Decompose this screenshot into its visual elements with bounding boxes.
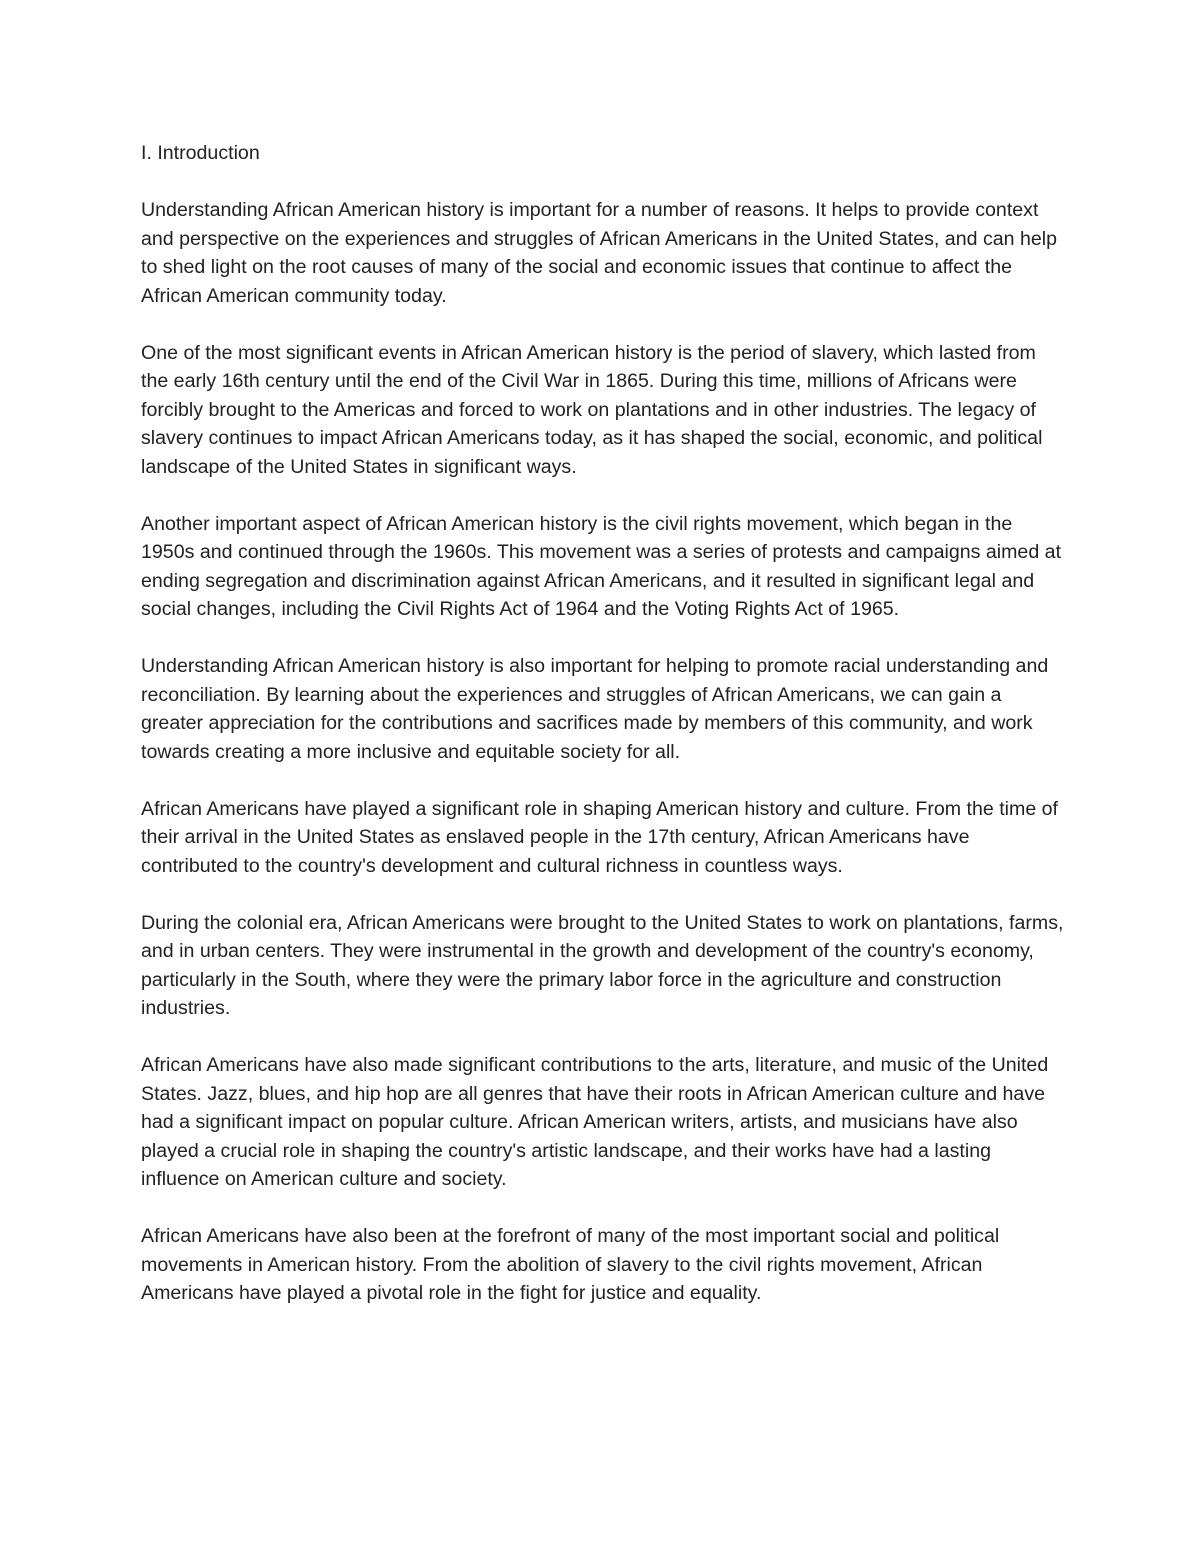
- paragraph-8: African Americans have also been at the forefront of many of the most important social and political movements in American history. From the abolition of slavery to the civil rights movement, African Americans have played a pivotal role in the fight for justice and equality.: [141, 1225, 1000, 1304]
- paragraph-4: Understanding African American history is also important for helping to promote racial understanding and reconciliation. By learning about the experiences and struggles of African Americans, we can gain a greater appreciation for the contributions and sacrifices made by members of this community, and work towards creating a more inclusive and equitable society for all.: [141, 655, 1049, 763]
- paragraph-1: Understanding African American history is important for a number of reasons. It helps to provide context and perspective on the experiences and struggles of African Americans in the United States, and can help to shed light on the root causes of many of the social and economic issues that continue to affect the African American community today.: [141, 199, 1058, 307]
- paragraph-2: One of the most significant events in African American history is the period of slavery, which lasted from the early 16th century until the end of the Civil War in 1865. During this time, millions of Africans were forcibly brought to the Americas and forced to work on plantations and in other industries. The legacy of slavery continues to impact African Americans today, as it has shaped the social, economic, and political landscape of the United States in significant ways.: [141, 341, 1043, 478]
- paragraph-5: African Americans have played a significant role in shaping American history and culture. From the time of their arrival in the United States as enslaved people in the 17th century, African Americans have contributed to the country's development and cultural richness in countless ways.: [141, 797, 1059, 877]
- paragraph-3: Another important aspect of African American history is the civil rights movement, which began in the 1950s and continued through the 1960s. This movement was a series of protests and campaigns aimed at ending segregation and discrimination against African Americans, and it resulted in significant legal and social changes, including the Civil Rights Act of 1964 and the Voting Rights Act of 1965.: [141, 512, 1062, 620]
- document-body: [141, 139, 1066, 1308]
- section-heading: I. Introduction: [141, 142, 260, 164]
- paragraph-6: During the colonial era, African Americans were brought to the United States to work on plantations, farms, and in urban centers. They were instrumental in the growth and development of the country's economy, particularly in the South, where they were the primary labor force in the agriculture and construction industries.: [141, 911, 1064, 1019]
- paragraph-7: African Americans have also made significant contributions to the arts, literature, and music of the United States. Jazz, blues, and hip hop are all genres that have their roots in African American culture and have had a significant impact on popular culture. African American writers, artists, and musicians have also played a crucial role in shaping the country's artistic landscape, and their works have had a lasting influence on American culture and society.: [141, 1054, 1049, 1190]
